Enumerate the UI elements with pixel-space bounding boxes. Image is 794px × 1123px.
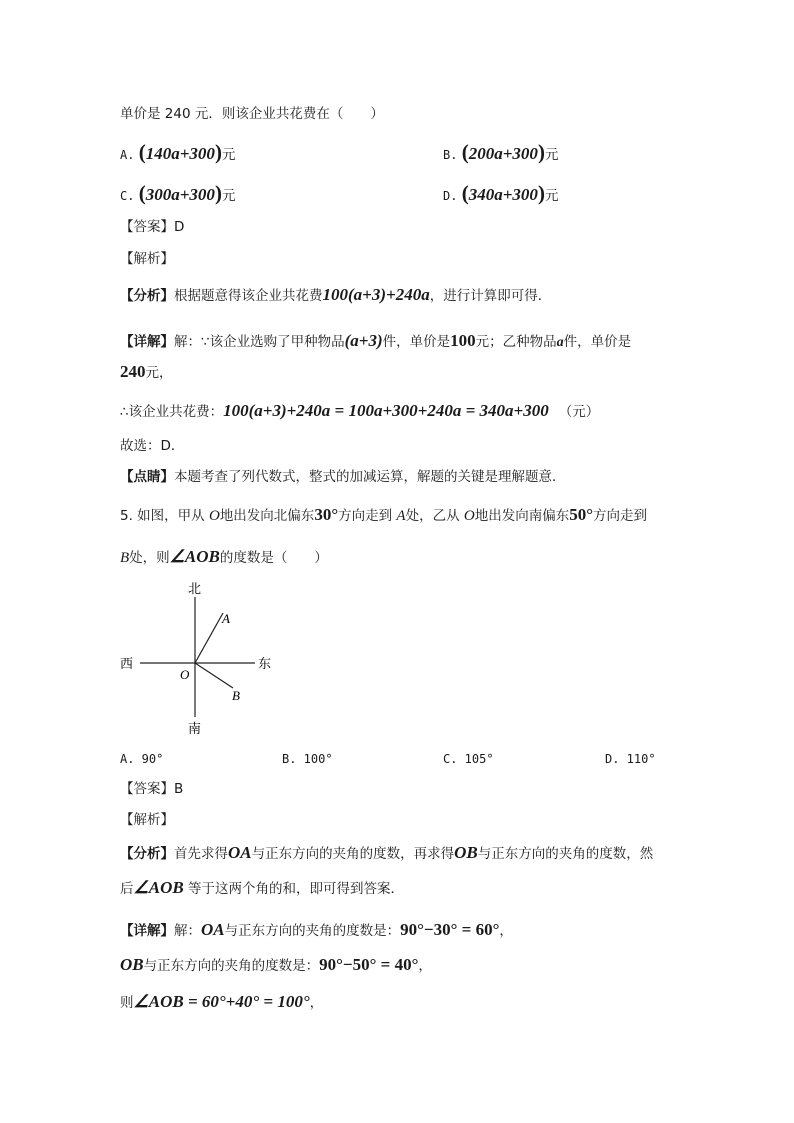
q4-option-d[interactable]: D. (340a+300)元	[443, 181, 559, 205]
option-label: A.	[120, 148, 135, 162]
option-unit: 元	[544, 147, 559, 163]
q4-analysis-title: 【解析】	[120, 251, 174, 267]
label-b: B	[232, 688, 240, 703]
ray-ob	[195, 663, 233, 688]
option-expr: 300a+300	[145, 185, 215, 204]
label-o: O	[180, 667, 190, 682]
q4-answer: 【答案】D	[120, 219, 185, 235]
q5-option-a[interactable]: A. 90°	[120, 752, 164, 766]
q4-xiangjie: 【详解】解：∵该企业选购了甲种物品(a+3)件，单价是100元；乙种物品a件，单价是	[120, 331, 632, 350]
option-unit: 元	[221, 188, 236, 204]
q5-option-d[interactable]: D. 110°	[605, 752, 656, 766]
label-north: 北	[188, 582, 202, 597]
label-south: 南	[188, 722, 202, 737]
q4-option-a[interactable]: A. (140a+300)元	[120, 140, 236, 164]
option-expr: 340a+300	[468, 185, 538, 204]
q4-option-b[interactable]: B. (200a+300)元	[443, 140, 559, 164]
q5-option-b[interactable]: B. 100°	[282, 752, 333, 766]
option-expr: 140a+300	[145, 144, 215, 163]
q5-fenxi-cont: 后∠AOB 等于这两个角的和，即可得到答案．	[120, 878, 404, 897]
q4-xiangjie-cont: 240元，	[120, 362, 173, 381]
q4-option-c[interactable]: C. (300a+300)元	[120, 181, 236, 205]
q5-stem: 5. 如图，甲从 O地出发向北偏东30°方向走到 A处，乙从 O地出发向南偏东50°方向走到	[120, 505, 648, 524]
option-unit: 元	[544, 188, 559, 204]
option-expr: 200a+300	[468, 144, 538, 163]
q4-choose: 故选：D．	[120, 438, 185, 454]
q5-answer: 【答案】B	[120, 781, 184, 797]
option-unit: 元	[221, 147, 236, 163]
q4-total: ∴该企业共花费：100(a+3)+240a = 100a+300+240a = 340a+300 （元）	[120, 401, 600, 420]
label-east: 东	[258, 657, 272, 672]
q4-fenxi: 【分析】根据题意得该企业共花费100(a+3)+240a，进行计算即可得．	[120, 285, 552, 304]
q5-option-c[interactable]: C. 105°	[443, 752, 494, 766]
q4-stem: 单价是 240 元．则该企业共花费在（ ）	[120, 106, 384, 122]
option-label: B.	[443, 148, 458, 162]
option-label: C.	[120, 189, 135, 203]
ray-oa	[195, 613, 223, 663]
q5-stem-cont: B处，则∠AOB的度数是（ ）	[120, 547, 328, 566]
q4-dianjing: 【点睛】本题考查了列代数式，整式的加减运算，解题的关键是理解题意．	[120, 469, 566, 485]
option-label: D.	[443, 189, 458, 203]
q5-analysis-title: 【解析】	[120, 812, 174, 828]
label-a: A	[222, 611, 230, 626]
q5-xiangjie-2: OB与正东方向的夹角的度数是：90°−50° = 40°，	[120, 955, 432, 974]
q5-fenxi: 【分析】首先求得OA与正东方向的夹角的度数，再求得OB与正东方向的夹角的度数，然	[120, 843, 654, 862]
q5-xiangjie: 【详解】解：OA与正东方向的夹角的度数是：90°−30° = 60°，	[120, 920, 513, 939]
q5-direction-figure	[110, 575, 300, 745]
q5-xiangjie-3: 则∠AOB = 60°+40° = 100°，	[120, 992, 324, 1011]
label-west: 西	[120, 657, 134, 672]
